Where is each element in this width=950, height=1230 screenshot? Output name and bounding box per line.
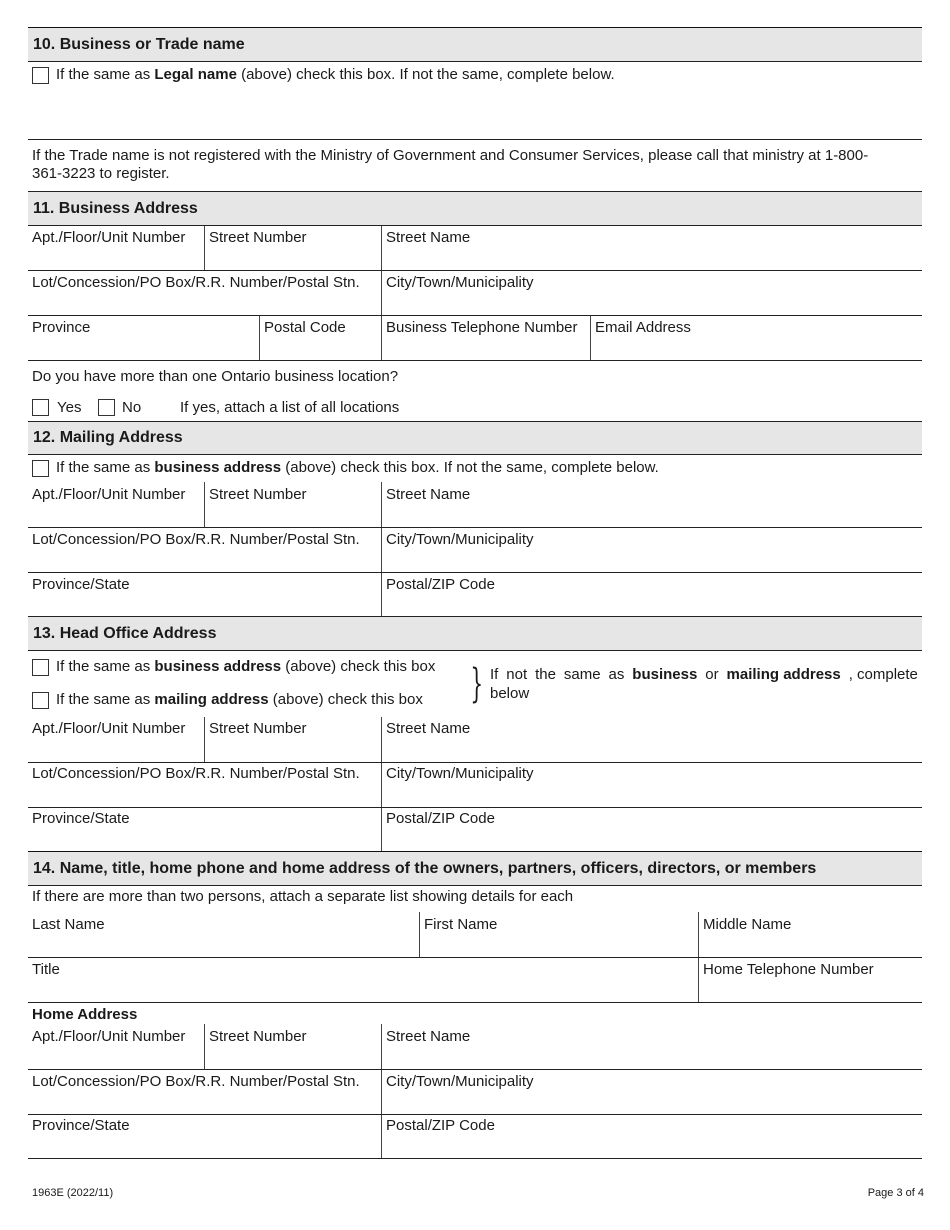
mailing-street-name-label: Street Name xyxy=(386,486,471,503)
home-street-name-label: Street Name xyxy=(386,1028,471,1045)
owners-note: If there are more than two persons, attach a separate list showing details for each xyxy=(32,888,574,905)
business-lot-label: Lot/Concession/PO Box/R.R. Number/Postal Stn. xyxy=(32,274,360,291)
head-office-same-as-mailing-label: If the same as mailing address (above) check this box xyxy=(56,691,423,708)
section-13-header xyxy=(28,617,922,650)
home-province-label: Province/State xyxy=(32,1117,130,1134)
divider xyxy=(28,454,922,455)
divider xyxy=(28,61,922,62)
no-label: No xyxy=(122,399,142,416)
last-name-label: Last Name xyxy=(32,916,105,933)
head-office-same-as-mailing-checkbox[interactable] xyxy=(32,692,49,709)
head-office-street-number-label: Street Number xyxy=(209,720,307,737)
section-11-title: 11. Business Address xyxy=(33,200,198,217)
mailing-street-number-label: Street Number xyxy=(209,486,307,503)
brace-icon: } xyxy=(470,661,484,707)
form-id: 1963E (2022/11) xyxy=(32,1187,114,1199)
same-as-legal-name-label: If the same as Legal name (above) check this box. If not the same, complete below. xyxy=(56,66,615,83)
trade-name-registration-note: If the Trade name is not registered with the Ministry of Government and Consumer Services, please call that ministry at 1-800-361-3223 to register. xyxy=(32,147,869,182)
head-office-street-name-label: Street Name xyxy=(386,720,471,737)
divider xyxy=(28,885,922,886)
head-office-apt-label: Apt./Floor/Unit Number xyxy=(32,720,186,737)
section-14-header xyxy=(28,852,922,885)
multiple-locations-question: Do you have more than one Ontario business location? xyxy=(32,368,399,385)
mailing-lot-label: Lot/Concession/PO Box/R.R. Number/Postal Stn. xyxy=(32,531,360,548)
business-street-number-label: Street Number xyxy=(209,229,307,246)
first-name-label: First Name xyxy=(424,916,498,933)
mailing-postal-label: Postal/ZIP Code xyxy=(386,576,495,593)
mailing-city-label: City/Town/Municipality xyxy=(386,531,534,548)
trade-name-field[interactable] xyxy=(28,86,922,138)
page-number: Page 3 of 4 xyxy=(867,1187,924,1199)
mailing-same-as-business-checkbox[interactable] xyxy=(32,460,49,477)
head-office-lot-label: Lot/Concession/PO Box/R.R. Number/Postal Stn. xyxy=(32,765,360,782)
home-lot-label: Lot/Concession/PO Box/R.R. Number/Postal Stn. xyxy=(32,1073,360,1090)
home-address-heading: Home Address xyxy=(32,1006,138,1023)
multiple-locations-yes-checkbox[interactable] xyxy=(32,399,49,416)
home-street-number-label: Street Number xyxy=(209,1028,307,1045)
head-office-same-as-business-label: If the same as business address (above) check this box xyxy=(56,658,436,675)
divider xyxy=(28,360,922,361)
home-phone-label: Home Telephone Number xyxy=(703,961,874,978)
section-12-title: 12. Mailing Address xyxy=(33,429,183,446)
business-city-label: City/Town/Municipality xyxy=(386,274,534,291)
business-email-label: Email Address xyxy=(595,319,691,336)
home-apt-label: Apt./Floor/Unit Number xyxy=(32,1028,186,1045)
head-office-city-label: City/Town/Municipality xyxy=(386,765,534,782)
title-label: Title xyxy=(32,961,60,978)
multiple-locations-no-checkbox[interactable] xyxy=(98,399,115,416)
title-field[interactable] xyxy=(28,958,698,1002)
business-phone-label: Business Telephone Number xyxy=(386,319,578,336)
section-13-title: 13. Head Office Address xyxy=(33,625,217,642)
section-10-title: 10. Business or Trade name xyxy=(33,36,245,53)
section-10-header xyxy=(28,28,922,61)
divider xyxy=(28,650,922,651)
head-office-not-same-note: If not the same as business or mailing address , complete below xyxy=(490,666,918,702)
same-as-legal-name-checkbox[interactable] xyxy=(32,67,49,84)
section-12-header xyxy=(28,422,922,454)
mailing-apt-label: Apt./Floor/Unit Number xyxy=(32,486,186,503)
mailing-province-label: Province/State xyxy=(32,576,130,593)
yes-label: Yes xyxy=(57,399,82,416)
business-province-label: Province xyxy=(32,319,91,336)
section-14-title: 14. Name, title, home phone and home address of the owners, partners, officers, directors, or members xyxy=(33,860,817,877)
business-apt-label: Apt./Floor/Unit Number xyxy=(32,229,186,246)
home-postal-label: Postal/ZIP Code xyxy=(386,1117,495,1134)
business-street-name-label: Street Name xyxy=(386,229,471,246)
head-office-postal-label: Postal/ZIP Code xyxy=(386,810,495,827)
divider xyxy=(28,139,922,140)
head-office-province-label: Province/State xyxy=(32,810,130,827)
divider xyxy=(28,1158,922,1159)
middle-name-label: Middle Name xyxy=(703,916,792,933)
head-office-same-as-business-checkbox[interactable] xyxy=(32,659,49,676)
business-postal-label: Postal Code xyxy=(264,319,346,336)
section-11-header xyxy=(28,192,922,225)
attach-list-note: If yes, attach a list of all locations xyxy=(180,399,400,416)
home-city-label: City/Town/Municipality xyxy=(386,1073,534,1090)
divider xyxy=(28,1002,922,1003)
mailing-same-as-business-label: If the same as business address (above) check this box. If not the same, complete below. xyxy=(56,459,659,476)
